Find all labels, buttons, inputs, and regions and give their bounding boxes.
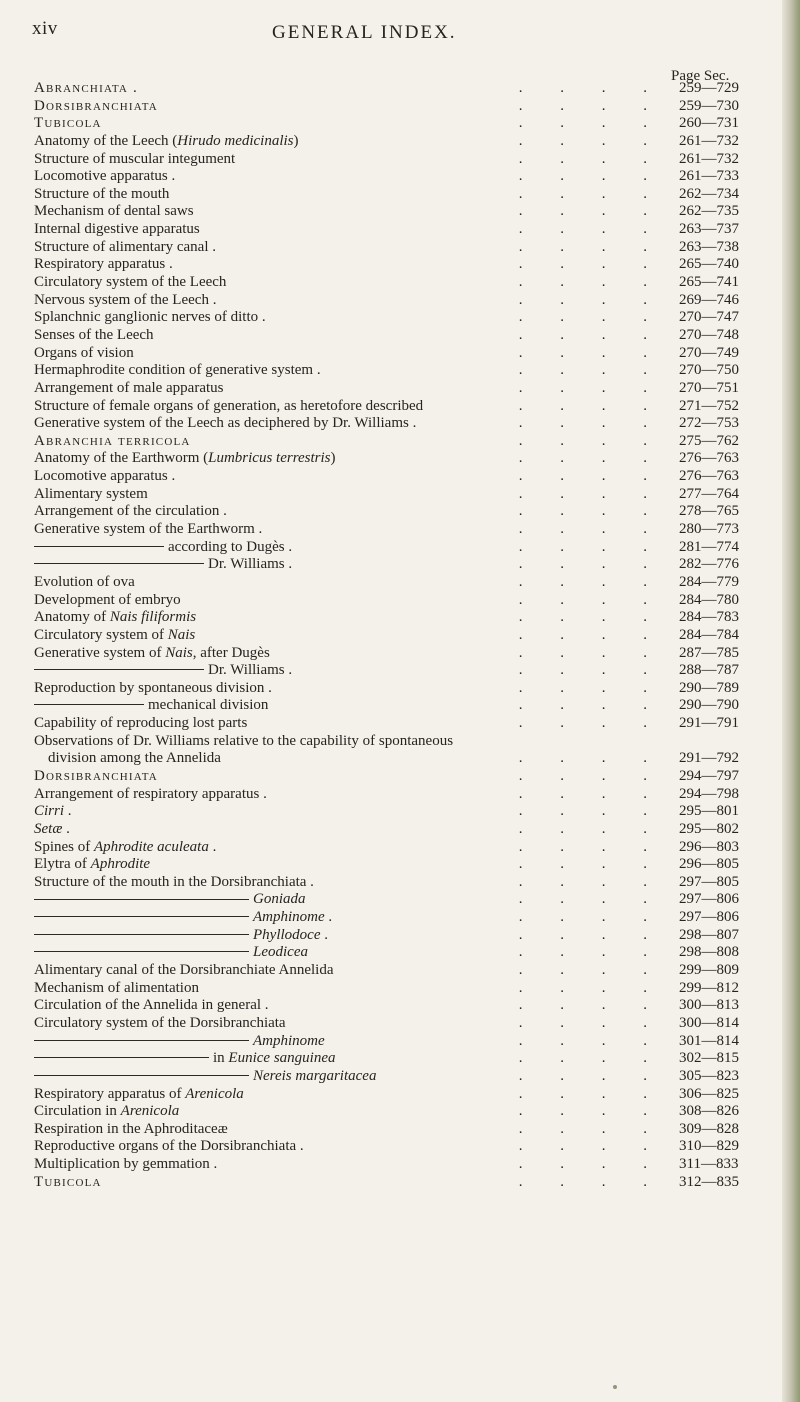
entry-page-ref: 298—807 xyxy=(679,926,739,943)
index-entry xyxy=(34,433,784,451)
leader-dots: . . . . xyxy=(518,679,664,696)
index-entry xyxy=(34,115,784,133)
entry-text: Multiplication by gemmation . xyxy=(34,1156,218,1173)
entry-page-ref: 271—752 xyxy=(679,397,739,414)
leader-dots: . . . . xyxy=(518,820,664,837)
index-entry xyxy=(34,1050,784,1068)
index-entry xyxy=(34,503,784,521)
entry-page-ref: 312—835 xyxy=(679,1173,739,1190)
entry-text: Phyllodoce . xyxy=(34,927,328,945)
entry-text: Dorsibranchiata xyxy=(34,97,158,114)
leader-dots: . . . . xyxy=(518,309,664,326)
leader-dots: . . . . xyxy=(518,485,664,502)
entry-page-ref: 261—732 xyxy=(679,132,739,149)
entry-text: Reproduction by spontaneous division . xyxy=(34,679,272,696)
leader-dots: . . . . xyxy=(518,556,664,573)
leader-dots: . . . . xyxy=(518,415,664,432)
index-entry xyxy=(34,609,784,627)
entry-page-ref: 291—791 xyxy=(679,715,739,732)
leader-dots: . . . . xyxy=(518,644,664,661)
entry-page-ref: 306—825 xyxy=(679,1085,739,1102)
index-entry xyxy=(34,786,784,804)
leader-dots: . . . . xyxy=(518,503,664,520)
entry-text: Amphinome xyxy=(34,1033,325,1051)
entry-page-ref: 299—812 xyxy=(679,979,739,996)
leader-dots: . . . . xyxy=(518,856,664,873)
leader-dots: . . . . xyxy=(518,1032,664,1049)
index-entry xyxy=(34,1068,784,1086)
entry-page-ref: 301—814 xyxy=(679,1032,739,1049)
entry-page-ref: 276—763 xyxy=(679,468,739,485)
index-entry xyxy=(34,274,784,292)
index-entry xyxy=(34,821,784,839)
entry-page-ref: 260—731 xyxy=(679,115,739,132)
entry-page-ref: 311—833 xyxy=(679,1156,739,1173)
leader-dots: . . . . xyxy=(518,256,664,273)
entry-page-ref: 270—750 xyxy=(679,362,739,379)
entry-text: Generative system of Nais, after Dugès xyxy=(34,644,270,661)
entry-text: Circulatory system of the Dorsibranchiata xyxy=(34,1014,286,1031)
entry-text: Circulation in Arenicola xyxy=(34,1103,180,1120)
entry-text: Dr. Williams . xyxy=(34,662,292,680)
leader-dots: . . . . xyxy=(518,97,664,114)
index-entry xyxy=(34,662,784,680)
ditto-rule xyxy=(34,916,249,917)
entry-page-ref: 272—753 xyxy=(679,415,739,432)
entry-page-ref: 288—787 xyxy=(679,662,739,679)
index-entry xyxy=(34,627,784,645)
entry-page-ref: 259—729 xyxy=(679,80,739,96)
index-entry xyxy=(34,186,784,204)
index-entry xyxy=(34,856,784,874)
leader-dots: . . . . xyxy=(518,450,664,467)
entry-page-ref: 297—805 xyxy=(679,873,739,890)
leader-dots: . . . . xyxy=(518,1138,664,1155)
leader-dots: . . . . xyxy=(518,962,664,979)
entry-text: Alimentary canal of the Dorsibranchiate Annelida xyxy=(34,962,334,979)
entry-page-ref: 294—797 xyxy=(679,767,739,784)
index-entry xyxy=(34,168,784,186)
index-entry xyxy=(34,874,784,892)
entry-text: Locomotive apparatus . xyxy=(34,468,176,485)
index-entry xyxy=(34,327,784,345)
ditto-rule xyxy=(34,669,204,670)
entry-text: Senses of the Leech xyxy=(34,326,154,343)
entry-text: Abranchiata . xyxy=(34,80,138,96)
index-entry xyxy=(34,239,784,257)
index-entry xyxy=(34,1015,784,1033)
entry-page-ref: 270—748 xyxy=(679,326,739,343)
leader-dots: . . . . xyxy=(518,432,664,449)
leader-dots: . . . . xyxy=(518,397,664,414)
entry-text: according to Dugès . xyxy=(34,539,292,557)
index-entry xyxy=(34,1156,784,1174)
index-entry xyxy=(34,1103,784,1121)
entry-text: Alimentary system xyxy=(34,485,148,502)
entry-page-ref: 299—809 xyxy=(679,962,739,979)
entry-page-ref: 262—735 xyxy=(679,203,739,220)
entry-page-ref: 276—763 xyxy=(679,450,739,467)
entry-page-ref: 270—749 xyxy=(679,344,739,361)
entry-text: mechanical division xyxy=(34,697,268,715)
entry-text: Organs of vision xyxy=(34,344,134,361)
index-entry xyxy=(34,1174,784,1192)
leader-dots: . . . . xyxy=(518,1014,664,1031)
ditto-rule xyxy=(34,704,144,705)
index-entry xyxy=(34,980,784,998)
ditto-rule xyxy=(34,899,249,900)
entry-page-ref: 287—785 xyxy=(679,644,739,661)
entry-text: Arrangement of the circulation . xyxy=(34,503,227,520)
leader-dots: . . . . xyxy=(518,238,664,255)
entry-text: Tubicola xyxy=(34,115,102,132)
index-entry xyxy=(34,556,784,574)
entry-text: Structure of the mouth in the Dorsibranchiata . xyxy=(34,873,314,890)
ditto-rule xyxy=(34,546,164,547)
leader-dots: . . . . xyxy=(518,997,664,1014)
index-entry xyxy=(34,1086,784,1104)
entry-text: Respiratory apparatus . xyxy=(34,256,173,273)
entry-page-ref: 277—764 xyxy=(679,485,739,502)
index-entry xyxy=(34,1033,784,1051)
running-head: GENERAL INDEX. xyxy=(272,22,457,43)
ditto-rule xyxy=(34,934,249,935)
index-entry xyxy=(34,733,784,751)
entry-page-ref: 262—734 xyxy=(679,185,739,202)
index-entry xyxy=(34,345,784,363)
index-entry xyxy=(34,891,784,909)
leader-dots: . . . . xyxy=(518,662,664,679)
leader-dots: . . . . xyxy=(518,979,664,996)
entry-page-ref: 259—730 xyxy=(679,97,739,114)
leader-dots: . . . . xyxy=(518,909,664,926)
leader-dots: . . . . xyxy=(518,538,664,555)
entry-text: Reproductive organs of the Dorsibranchiata . xyxy=(34,1138,304,1155)
index-entry xyxy=(34,380,784,398)
index-entry xyxy=(34,1121,784,1139)
ditto-rule xyxy=(34,1057,209,1058)
leader-dots: . . . . xyxy=(518,1173,664,1190)
entry-page-ref: 290—789 xyxy=(679,679,739,696)
column-header-page-sec: Page Sec. xyxy=(671,68,730,84)
leader-dots: . . . . xyxy=(518,626,664,643)
index-entry xyxy=(34,803,784,821)
entry-text: Locomotive apparatus . xyxy=(34,168,176,185)
index-entry xyxy=(34,750,784,768)
entry-text: Nervous system of the Leech . xyxy=(34,291,217,308)
leader-dots: . . . . xyxy=(518,150,664,167)
leader-dots: . . . . xyxy=(518,468,664,485)
entry-text: Abranchia terricola xyxy=(34,432,191,449)
entry-text: Respiratory apparatus of Arenicola xyxy=(34,1085,244,1102)
leader-dots: . . . . xyxy=(518,326,664,343)
leader-dots: . . . . xyxy=(518,132,664,149)
leader-dots: . . . . xyxy=(518,291,664,308)
ditto-rule xyxy=(34,1075,249,1076)
leader-dots: . . . . xyxy=(518,785,664,802)
entry-page-ref: 308—826 xyxy=(679,1103,739,1120)
entry-text: Mechanism of alimentation xyxy=(34,979,199,996)
index-entry xyxy=(34,398,784,416)
entry-page-ref: 270—751 xyxy=(679,379,739,396)
index-entry xyxy=(34,98,784,116)
leader-dots: . . . . xyxy=(518,80,664,96)
leader-dots: . . . . xyxy=(518,521,664,538)
entry-page-ref: 281—774 xyxy=(679,538,739,555)
index-entry xyxy=(34,539,784,557)
index-entry xyxy=(34,203,784,221)
entry-page-ref: 261—732 xyxy=(679,150,739,167)
entry-text: Observations of Dr. Williams relative to the capability of spontaneous xyxy=(34,732,454,749)
entry-text: in Eunice sanguinea xyxy=(34,1050,335,1068)
index-entry xyxy=(34,574,784,592)
index-entry xyxy=(34,80,784,98)
leader-dots: . . . . xyxy=(518,591,664,608)
leader-dots: . . . . xyxy=(518,1067,664,1084)
entry-text: Generative system of the Earthworm . xyxy=(34,521,263,538)
entry-text: Structure of muscular integument xyxy=(34,150,236,167)
entry-page-ref: 297—806 xyxy=(679,891,739,908)
entry-page-ref: 310—829 xyxy=(679,1138,739,1155)
index-entry xyxy=(34,309,784,327)
entry-text: Dr. Williams . xyxy=(34,556,292,574)
entry-text: Development of embryo xyxy=(34,591,181,608)
leader-dots: . . . . xyxy=(518,362,664,379)
leader-dots: . . . . xyxy=(518,1050,664,1067)
entry-text: Capability of reproducing lost parts xyxy=(34,715,248,732)
entry-text: Arrangement of respiratory apparatus . xyxy=(34,785,267,802)
leader-dots: . . . . xyxy=(518,1085,664,1102)
leader-dots: . . . . xyxy=(518,203,664,220)
entry-text: Cirri . xyxy=(34,803,72,820)
index-entry xyxy=(34,909,784,927)
entry-page-ref: 282—776 xyxy=(679,556,739,573)
entry-page-ref: 263—738 xyxy=(679,238,739,255)
entry-text: Nereis margaritacea xyxy=(34,1068,376,1086)
index-entry xyxy=(34,362,784,380)
leader-dots: . . . . xyxy=(518,891,664,908)
index-entry xyxy=(34,962,784,980)
index-entry xyxy=(34,415,784,433)
entry-text: Setæ . xyxy=(34,820,70,837)
page-edge xyxy=(782,0,800,1402)
entry-page-ref: 290—790 xyxy=(679,697,739,714)
ditto-rule xyxy=(34,563,204,564)
entry-page-ref: 284—779 xyxy=(679,573,739,590)
ditto-rule xyxy=(34,1040,249,1041)
leader-dots: . . . . xyxy=(518,1120,664,1137)
leader-dots: . . . . xyxy=(518,803,664,820)
paper-speck xyxy=(613,1385,617,1389)
entry-page-ref: 284—784 xyxy=(679,626,739,643)
entry-text: Anatomy of Nais filiformis xyxy=(34,609,197,626)
leader-dots: . . . . xyxy=(518,838,664,855)
entry-page-ref: 263—737 xyxy=(679,221,739,238)
leader-dots: . . . . xyxy=(518,944,664,961)
entry-text: Amphinome . xyxy=(34,909,332,927)
leader-dots: . . . . xyxy=(518,221,664,238)
index-list xyxy=(34,80,784,1191)
entry-page-ref: 265—740 xyxy=(679,256,739,273)
entry-page-ref: 261—733 xyxy=(679,168,739,185)
entry-page-ref: 300—813 xyxy=(679,997,739,1014)
entry-text: division among the Annelida xyxy=(48,750,221,767)
entry-page-ref: 309—828 xyxy=(679,1120,739,1137)
entry-text: Circulatory system of the Leech xyxy=(34,274,227,291)
leader-dots: . . . . xyxy=(518,926,664,943)
entry-text: Leodicea xyxy=(34,944,308,962)
entry-text: Anatomy of the Leech (Hirudo medicinalis) xyxy=(34,132,299,149)
leader-dots: . . . . xyxy=(518,1156,664,1173)
index-entry xyxy=(34,768,784,786)
entry-page-ref: 278—765 xyxy=(679,503,739,520)
entry-text: Circulatory system of Nais xyxy=(34,626,196,643)
entry-text: Goniada xyxy=(34,891,306,909)
index-entry xyxy=(34,151,784,169)
leader-dots: . . . . xyxy=(518,715,664,732)
index-entry xyxy=(34,927,784,945)
entry-text: Mechanism of dental saws xyxy=(34,203,194,220)
leader-dots: . . . . xyxy=(518,185,664,202)
entry-text: Arrangement of male apparatus xyxy=(34,379,224,396)
index-entry xyxy=(34,1138,784,1156)
leader-dots: . . . . xyxy=(518,344,664,361)
leader-dots: . . . . xyxy=(518,1103,664,1120)
entry-page-ref: 298—808 xyxy=(679,944,739,961)
entry-page-ref: 284—780 xyxy=(679,591,739,608)
entry-page-ref: 300—814 xyxy=(679,1014,739,1031)
entry-text: Evolution of ova xyxy=(34,573,135,590)
index-entry xyxy=(34,839,784,857)
index-entry xyxy=(34,715,784,733)
entry-text: Splanchnic ganglionic nerves of ditto . xyxy=(34,309,266,326)
entry-page-ref: 295—801 xyxy=(679,803,739,820)
entry-page-ref: 291—792 xyxy=(679,750,739,767)
leader-dots: . . . . xyxy=(518,573,664,590)
leader-dots: . . . . xyxy=(518,379,664,396)
leader-dots: . . . . xyxy=(518,609,664,626)
index-entry xyxy=(34,450,784,468)
entry-page-ref: 284—783 xyxy=(679,609,739,626)
leader-dots: . . . . xyxy=(518,697,664,714)
entry-text: Tubicola xyxy=(34,1173,102,1190)
entry-text: Internal digestive apparatus xyxy=(34,221,200,238)
entry-page-ref: 296—803 xyxy=(679,838,739,855)
entry-page-ref: 297—806 xyxy=(679,909,739,926)
entry-text: Respiration in the Aphroditaceæ xyxy=(34,1120,228,1137)
entry-page-ref: 265—741 xyxy=(679,274,739,291)
entry-page-ref: 294—798 xyxy=(679,785,739,802)
index-entry xyxy=(34,221,784,239)
entry-text: Generative system of the Leech as deciphered by Dr. Williams . xyxy=(34,415,417,432)
leader-dots: . . . . xyxy=(518,168,664,185)
entry-page-ref: 302—815 xyxy=(679,1050,739,1067)
index-entry xyxy=(34,944,784,962)
index-entry xyxy=(34,133,784,151)
entry-text: Structure of female organs of generation, as heretofore described xyxy=(34,397,424,414)
entry-text: Spines of Aphrodite aculeata . xyxy=(34,838,217,855)
index-entry xyxy=(34,645,784,663)
entry-page-ref: 305—823 xyxy=(679,1067,739,1084)
index-entry xyxy=(34,256,784,274)
index-entry xyxy=(34,592,784,610)
entry-page-ref: 295—802 xyxy=(679,820,739,837)
page-number: xiv xyxy=(32,18,58,39)
index-entry xyxy=(34,486,784,504)
index-entry xyxy=(34,680,784,698)
entry-text: Structure of the mouth xyxy=(34,185,170,202)
entry-page-ref: 296—805 xyxy=(679,856,739,873)
index-entry xyxy=(34,468,784,486)
index-entry xyxy=(34,292,784,310)
entry-page-ref: 270—747 xyxy=(679,309,739,326)
entry-text: Structure of alimentary canal . xyxy=(34,238,217,255)
entry-text: Elytra of Aphrodite xyxy=(34,856,151,873)
entry-page-ref: 275—762 xyxy=(679,432,739,449)
leader-dots: . . . . xyxy=(518,750,664,767)
entry-page-ref: 280—773 xyxy=(679,521,739,538)
index-entry xyxy=(34,521,784,539)
entry-text: Hermaphrodite condition of generative system . xyxy=(34,362,321,379)
entry-text: Anatomy of the Earthworm (Lumbricus terrestris) xyxy=(34,450,336,467)
index-entry xyxy=(34,697,784,715)
leader-dots: . . . . xyxy=(518,115,664,132)
index-entry xyxy=(34,997,784,1015)
entry-page-ref: 269—746 xyxy=(679,291,739,308)
entry-text: Dorsibranchiata xyxy=(34,767,158,784)
leader-dots: . . . . xyxy=(518,274,664,291)
entry-text: Circulation of the Annelida in general . xyxy=(34,997,269,1014)
leader-dots: . . . . xyxy=(518,767,664,784)
leader-dots: . . . . xyxy=(518,873,664,890)
ditto-rule xyxy=(34,951,249,952)
